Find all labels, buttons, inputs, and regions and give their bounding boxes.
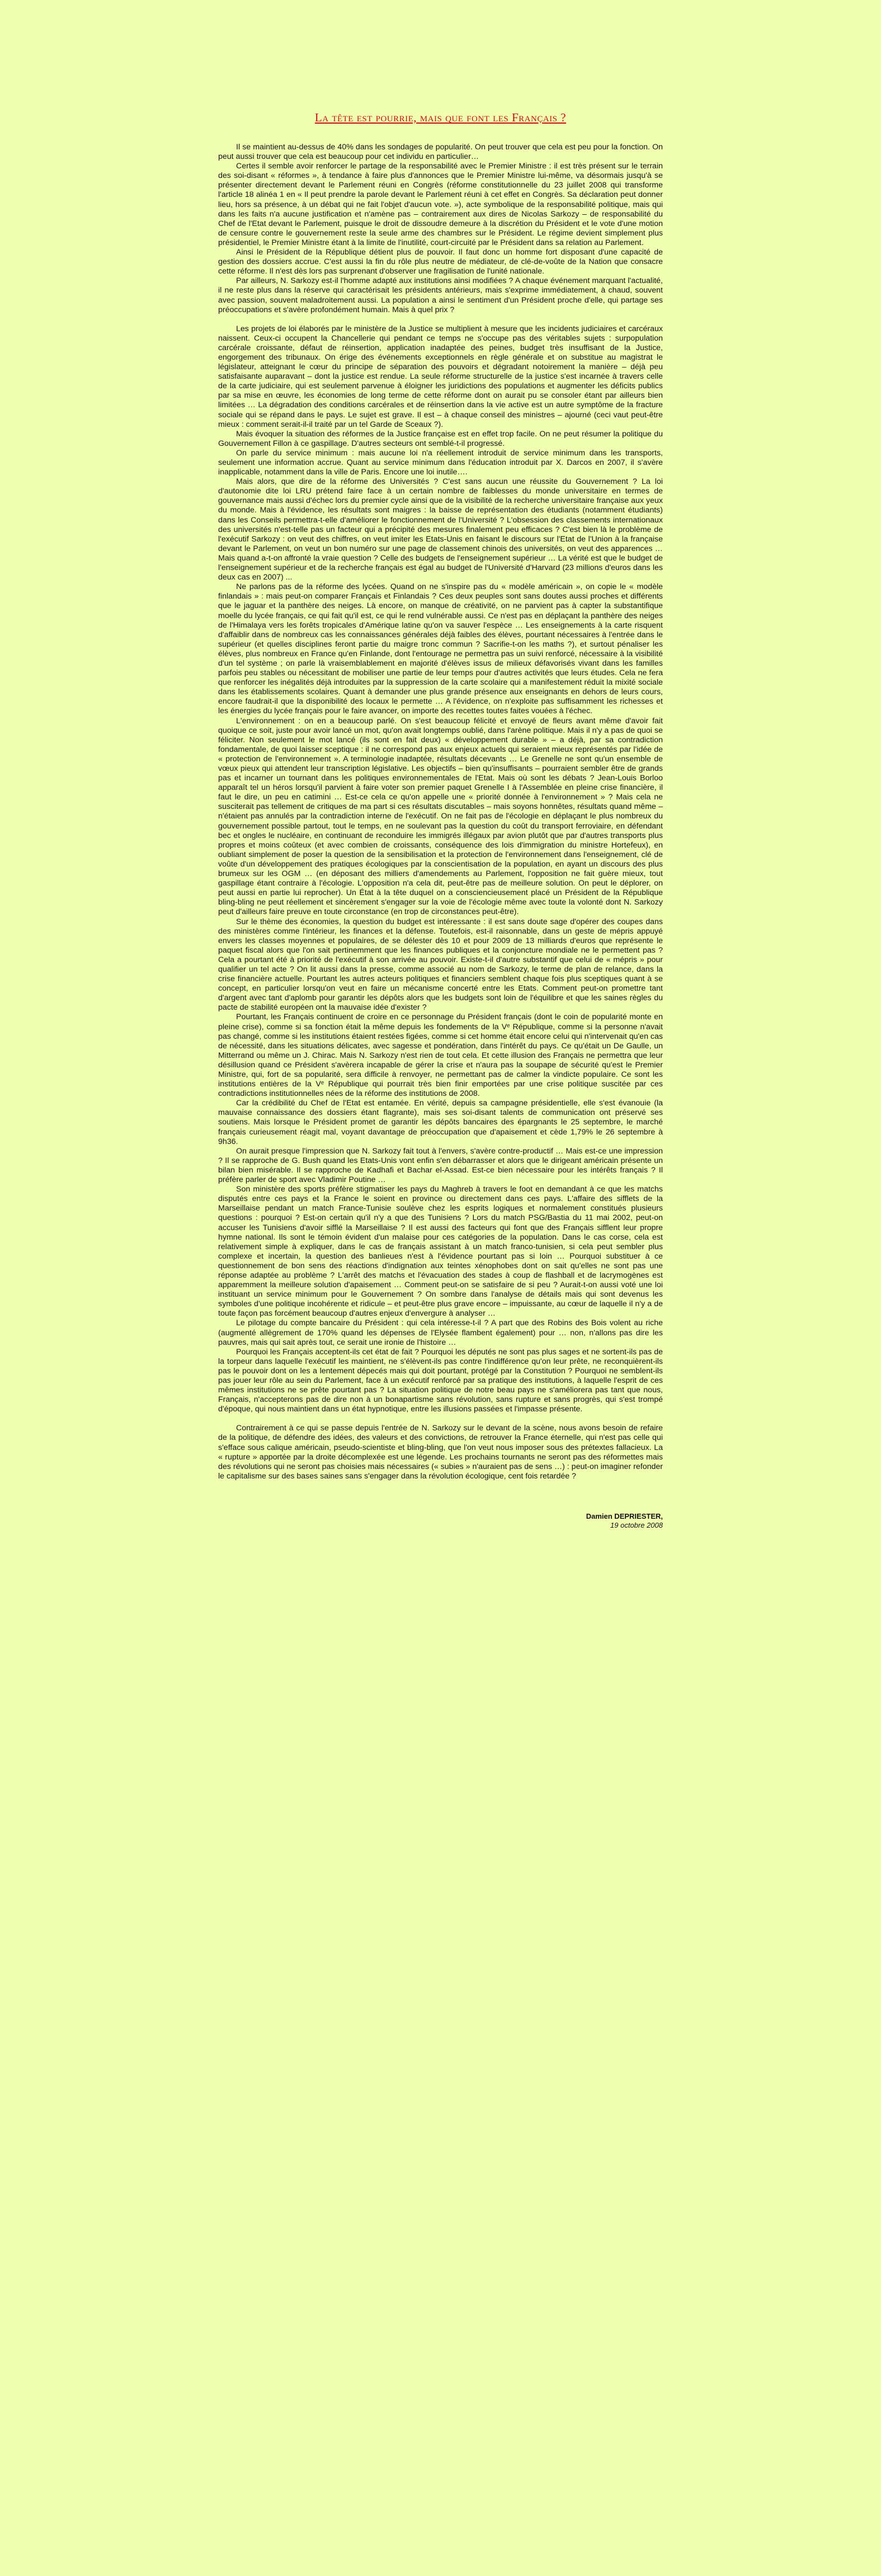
paragraph: Sur le thème des économies, la question du budget est intéressante : il est sans doute sage d'opérer des coupes dans des ministères comme l'intérieur, les finances et la défense. Toutefois, est-il raisonnable, dans un geste de mépris appuyé envers les classes moyennes et populaires, de se délester dès 10 et pour 2009 de 13 milliards d'euros que représente le paquet fiscal alors que l'on sait pertinemment que les finances publiques et la conjoncture mondiale ne le permettent pas ? Cela a pourtant été à priorité de l'exécutif à son arrivée au pouvoir. Existe-t-il d'autre substantif que celui de « mépris » pour qualifier un tel acte ? On lit aussi dans la presse, comme associé au nom de Sarkozy, le terme de plan de relance, dans la crise financière actuelle. Pourtant les autres acteurs politiques et financiers semblent chaque fois plus sceptiques quant à se concept, en particulier lorsqu'on veut en faire un mécanisme concerté entre les Etats. Comment peut-on promettre tant d'argent avec tant d'aplomb pour garantir les dépôts alors que les budgets sont loin de l'équilibre et que les saines règles du pacte de stabilité européen ont la mauvaise idée d'exister ? [218, 917, 663, 1012]
paragraph: Ne parlons pas de la réforme des lycées. Quand on ne s'inspire pas du « modèle américain », on copie le « modèle finlandais » : mais peut-on comparer Français et Finlandais ? Ces deux peuples sont sans doutes aussi proches et différents que le jaguar et la panthère des neiges. Là encore, on manque de créativité, on ne parvient pas à capter la substantifique moelle du lycée français, ce qui fait qu'il est, ce qui le rend vulnérable aussi. Ce n'est pas en déplaçant la panthère des neiges de l'Himalaya vers les forêts tropicales d'Amérique latine qu'on va sauver l'espèce … Les enseignements à la carte risquent d'affaiblir dans de nombreux cas les connaissances générales déjà faibles des élèves, pourtant nécessaires à l'entrée dans le supérieur (et quelles disciplines feront partie du maigre tronc commun ? Sacrifie-t-on les maths ?), et surtout pénaliser les élèves, plus nombreux en France qu'en Finlande, dont l'entourage ne permettra pas un suivi renforcé, nécessaire à la visibilité d'un tel système ; on parle là vraisemblablement en majorité d'élèves issus de milieux défavorisés vivant dans les familles parfois peu stables ou nécessitant de mobiliser une partie de leur temps pour d'autres activités que leurs études. Cela ne fera que renforcer les inégalités déjà introduites par la suppression de la carte scolaire qui a manifestement réduit la mixité sociale dans les établissements scolaires. Quant à demander une plus grande présence aux enseignants en dehors de leurs cours, encore faudrait-il que la disponibilité des locaux le permette … A l'évidence, on n'exploite pas suffisamment les richesses et les énergies du lycée français pour le faire avancer, on importe des recettes toutes faites vouées à l'échec. [218, 582, 663, 716]
paragraph: On aurait presque l'impression que N. Sarkozy fait tout à l'envers, s'avère contre-productif … Mais est-ce une impression ? Il se rapproche de G. Bush quand les Etats-Unis vont enfin s'en débarrasser et alors que le dirigeant américain présente un bilan bien misérable. Il se rapproche de Kadhafi et Bachar el-Assad. Est-ce bien nécessaire pour les intérêts français ? Il préfère parler de sport avec Vladimir Poutine … [218, 1146, 663, 1185]
paragraph: Pourtant, les Français continuent de croire en ce personnage du Président français (dont le coin de popularité monte en pleine crise), comme si sa fonction était la même depuis les fondements de la Vᵉ République, comme si la personne n'avait pas changé, comme si les institutions étaient restées figées, comme si cet homme était encore celui qui n'intervenait qu'en cas de nécessité, dans les situations délicates, avec sagesse et pondération, dans l'intérêt du pays. Ce qu'était un De Gaulle, un Mitterrand ou même un J. Chirac. Mais N. Sarkozy n'est rien de tout cela. Et cette illusion des Français ne permettra que leur désillusion quand ce Président s'avèrera incapable de gérer la crise et n'aura pas la soupape de sécurité qu'est le Premier Ministre, qui, fort de sa popularité, sera difficile à renvoyer, ne permettant pas de calmer la vindicte populaire. Ce sont les institutions entières de la Vᵉ République qui pourrait très bien finir emportées par une crise politique suscitée par ces contradictions institutionnelles nées de la réforme des institutions de 2008. [218, 1012, 663, 1099]
paragraph: Mais alors, que dire de la réforme des Universités ? C'est sans aucun une réussite du Gouvernement ? La loi d'autonomie dite loi LRU prétend faire face à un certain nombre de faiblesses du monde universitaire en termes de gouvernance mais aussi d'échec lors du premier cycle ainsi que de la visibilité de la recherche universitaire française aux yeux du monde. Mais à l'évidence, les résultats sont maigres : la baisse de représentation des étudiants (notamment étudiants) dans les Conseils permettra-t-elle d'améliorer le fonctionnement de l'Université ? L'obsession des classements internationaux des universités n'est-telle pas un facteur qui a précipité des mesures finalement peu efficaces ? C'est bien là le problème de l'exécutif Sarkozy : on veut des chiffres, on veut imiter les Etats-Unis en faisant le discours sur l'Etat de l'Union à la française devant le Parlement, on veut un bon numéro sur une page de classement chinois des universités, on veut des apparences … Mais quand a-t-on affronté la vraie question ? Celle des budgets de l'enseignement supérieur … La vérité est que le budget de l'enseignement supérieur et de la recherche français est égal au budget de l'Université d'Harvard (23 millions d'euros dans les deux cas en 2007) ... [218, 477, 663, 582]
article-body [218, 143, 663, 1481]
paragraph: Certes il semble avoir renforcer le partage de la responsabilité avec le Premier Ministre : il est très présent sur le terrain des soi-disant « réformes », à tendance à faire plus d'annonces que le Premier Ministre lui-même, va désormais jusqu'à se présenter directement devant le Parlement réuni en Congrès (réforme constitutionnelle du 23 juillet 2008 qui transforme l'article 18 alinéa 1 en « Il peut prendre la parole devant le Parlement réuni à cet effet en Congrès. Sa déclaration peut donner lieu, hors sa présence, à un débat qui ne fait l'objet d'aucun vote. »), acte symbolique de la responsabilité politique, mais qui dans les faits n'a aucune justification et n'amène pas – contrairement aux dires de Nicolas Sarkozy – de responsabilité du Chef de l'Etat devant le Parlement, puisque le droit de dissoudre demeure à la discrétion du Président et le vote d'une motion de censure contre le gouvernement reste la seule arme des chambres sur le Président. Le régime devient simplement plus présidentiel, le Premier Ministre étant à la limite de l'inutilité, court-circuité par le Président dans sa relation au Parlement. [218, 162, 663, 247]
paragraph: Pourquoi les Français acceptent-ils cet état de fait ? Pourquoi les députés ne sont pas plus sages et ne sortent-ils pas de la torpeur dans laquelle l'exécutif les maintient, ne s'élèvent-ils pas contre l'indifférence qu'on leur prête, ne reconquièrent-ils pas le pouvoir dont on les a lentement dépecés mais qui doit pourtant, protégé par la Constitution ? Pourquoi ne semblent-ils pas jouer leur rôle au sein du Parlement, face à un exécutif renforcé par sa pratique des institutions, à laquelle l'esprit de ces mêmes institutions ne se prête pourtant pas ? La situation politique de notre beau pays ne s'améliorera pas tant que nous, Français, n'accepterons pas de dire non à un bonapartisme sans révolution, sans rupture et sans progrès, qui s'est trompé d'époque, qui nous maintient dans un état hypnotique, entre les illusions passées et l'impasse présente. [218, 1347, 663, 1414]
article [218, 106, 663, 1530]
paragraph: Par ailleurs, N. Sarkozy est-il l'homme adapté aux institutions ainsi modifiées ? A chaque événement marquant l'actualité, il ne reste plus dans la réserve qui caractérisait les présidents antérieurs, mais s'exprime immédiatement, à chaud, souvent avec passion, souvent maladroitement aussi. La population a ainsi le sentiment d'un Président proche d'elle, qui partage ses préoccupations et s'avère profondément humain. Mais à quel prix ? [218, 276, 663, 314]
paragraph: Contrairement à ce qui se passe depuis l'entrée de N. Sarkozy sur le devant de la scène, nous avons besoin de refaire de la politique, de défendre des idées, des valeurs et des convictions, de retrouver la France éternelle, qui n'est pas celle qui s'efface sous calique américain, pseudo-scientiste et bling-bling, que l'on veut nous imposer sous des prétextes fallacieux. La « rupture » apportée par la droite décomplexée est une légende. Les prochains tournants ne seront pas des réformettes mais des révolutions qui ne seront pas choisies mais nécessaires (« subies » n'auraient pas de sens …) : peut-on imaginer refonder le capitalisme sur des bases saines sans s'engager dans la révolution écologique, cent fois retardée ? [218, 1424, 663, 1481]
paragraph: Son ministère des sports préfère stigmatiser les pays du Maghreb à travers le foot en demandant à ce que les matchs disputés entre ces pays et la France le soient en province ou directement dans ces pays. L'affaire des sifflets de la Marseillaise pendant un match France-Tunisie soulève chez les esprits logiques et normalement constitués plusieurs questions : pourquoi ? Est-on certain qu'il n'y a que des Tunisiens ? Lors du match PSG/Bastia du 11 mai 2002, peut-on accuser les Tunisiens d'avoir sifflé la Marseillaise ? Il est aussi des facteurs qui font que des Français sifflent leur propre hymne national. Ils sont le témoin évident d'un malaise pour ces catégories de la population. Dans le cas corse, cela est relativement simple à expliquer, dans le cas de français assistant à un match franco-tunisien, si cela peut sembler plus complexe et incertain, la question des banlieues n'est à l'évidence pourtant pas si loin … Pourquoi substituer à ce questionnement de bon sens des réactions d'indignation aux teintes xénophobes dont on sait qu'elles ne sont pas une réponse adaptée au problème ? L'arrêt des matchs et l'évacuation des stades à coup de flashball et de lacrymogènes est apparemment la meilleure solution d'apaisement … Comment peut-on se satisfaire de si peu ? Aurait-t-on aussi voté une loi instituant un service minimum pour le Gouvernement ? On sombre dans l'analyse de détails mais qui sont devenus les symboles d'une politique incohérente et ridicule – et peut-être plus grave encore – impuissante, au cœur de laquelle il n'y a de toute façon pas forcément beaucoup d'autres enjeux d'envergure à analyser … [218, 1185, 663, 1318]
signature-date: 19 octobre 2008 [610, 1520, 663, 1529]
article-title: La tête est pourrie, mais que font les Français ? [314, 111, 567, 124]
paragraph: Ainsi le Président de la République détient plus de pouvoir. Il faut donc un homme fort disposant d'une capacité de gestion des dossiers accrue. C'est aussi la fin du rôle plus neutre de médiateur, de clé-de-voûte de la Nation que consacre cette réforme. Il n'est dès lors pas surprenant d'observer une fragilisation de l'unité nationale. [218, 248, 663, 276]
signature-author: Damien DEPRIESTER, [586, 1511, 663, 1520]
paragraph: L'environnement : on en a beaucoup parlé. On s'est beaucoup félicité et envoyé de fleurs avant même d'avoir fait quoique ce soit, juste pour avoir lancé un mot, qu'on avait longtemps oublié, dans l'arène politique. Mais il n'y a pas de quoi se féliciter. Non seulement le mot lancé (ils sont en fait deux) « développement durable » – a déjà, par sa contradiction fondamentale, de quoi laisser sceptique : il ne correspond pas aux enjeux actuels qui seraient mieux représentés par l'idée de « protection de l'environnement ». A terminologie inadaptée, résultats décevants … Le Grenelle ne sont qu'un ensemble de vœux pieux qui attendent leur transcription législative. Les objectifs – bien qu'insuffisants – pourraient sembler être de grands pas et incarner un tournant dans les politiques environnementales de l'Etat. Mais où sont les débats ? Jean-Louis Borloo apparaît tel un héros lorsqu'il parvient à faire voter son premier paquet Grenelle I à l'Assemblée en pleine crise financière, il faut le dire, un peu en catimini … Est-ce cela ce qu'on appelle une « priorité donnée à l'environnement » ? Mais cela ne susciterait pas tellement de critiques de ma part si ces résultats discutables – mais soyons honnêtes, résultats quand même – n'étaient pas annulés par la contradiction interne de l'exécutif. On ne fait pas de l'écologie en déplaçant le plus nombreux du gouvernement possible partout, tout le temps, en ne soulevant pas la question du coût du transport ferroviaire, en défendant bec et ongles le nucléaire, en continuant de reconduire les immigrés illégaux par avion plutôt que par d'autres transports plus propres et moins coûteux (et avec combien de croissants, conséquence des lois d'immigration du ministre Hortefeux), en oubliant simplement de poser la question de la sensibilisation et la protection de l'environnement dans l'enseignement, clé de voûte d'un développement des pratiques écologiques par la conscientisation de la population, en ayant un discours des plus brumeux sur les OGM … (en déposant des milliers d'amendements au Parlement, l'opposition ne fait guère mieux, tout gaspillage étant contraire à l'écologie. L'opposition n'a cela dit, peut-être pas de meilleure solution. On peut le déplorer, on peut aussi en partie lui reprocher). Un État à la tête duquel on a consciencieusement placé un Président de la République bling-bling ne peut réellement et sincèrement s'engager sur la voie de l'écologie même avec toute la volonté dont N. Sarkozy peut d'ailleurs faire preuve en toute circonstance (en trop de circonstances peut-être). [218, 716, 663, 917]
paragraph: Il se maintient au-dessus de 40% dans les sondages de popularité. On peut trouver que cela est peu pour la fonction. On peut aussi trouver que cela est beaucoup pour cet individu en particulier… [218, 143, 663, 162]
paragraph: Car la crédibilité du Chef de l'Etat est entamée. En vérité, depuis sa campagne présidentielle, elle s'est évanouie (la mauvaise connaissance des dossiers étant flagrante), mais ses soi-disant talents de communication ont préservé ses soutiens. Mais lorsque le Président promet de garantir les dépôts bancaires des épargnants le 25 septembre, le marché français curieusement réagit mal, voyant davantage de préoccupation que d'apaisement et cède 1,79% le 26 septembre à 9h36. [218, 1099, 663, 1146]
paragraph: Les projets de loi élaborés par le ministère de la Justice se multiplient à mesure que les incidents judiciaires et carcéraux naissent. Ceux-ci occupent la Chancellerie qui pendant ce temps ne s'occupe pas des véritables sujets : surpopulation carcérale croissante, défaut de réinsertion, application inadaptée des peines, budget très insuffisant de la Justice, engorgement des tribunaux. On érige des événements exceptionnels en règle générale et on substitue au magistrat le législateur, atteignant le cœur du principe de séparation des pouvoirs et dégradant notoirement la manière – déjà peu satisfaisante auparavant – dont la justice est rendue. La seule réforme structurelle de la justice s'est incarnée à travers celle de la carte judiciaire, qui est seulement parvenue à éloigner les juridictions des populations et augmenter les déficits publics par sa mise en œuvre, les économies de long terme de cette réforme dont on aurait pu se consoler étant par ailleurs bien limitées … La dégradation des conditions carcérales et de réinsertion dans la vie active est un autre symptôme de la fracture sociale qui se répand dans le pays. Le sujet est grave. Il est – à chaque conseil des ministres – ajourné (ceci vaut peut-être mieux : comment serait-il-il traité par un tel Garde de Sceaux ?). [218, 324, 663, 429]
signature [218, 1512, 663, 1530]
paragraph: Mais évoquer la situation des réformes de la Justice française est en effet trop facile. On ne peut résumer la politique du Gouvernement Fillon à ce gaspillage. D'autres secteurs ont semblé-t-il progressé. [218, 429, 663, 448]
paragraph: On parle du service minimum : mais aucune loi n'a réellement introduit de service minimum dans les transports, seulement une information accrue. Quant au service minimum dans l'éducation introduit par X. Darcos en 2007, il s'avère inapplicable, notamment dans la ville de Paris. Encore une loi inutile…. [218, 448, 663, 477]
paragraph: Le pilotage du compte bancaire du Président : qui cela intéresse-t-il ? A part que des Robins des Bois volent au riche (augmenté allègrement de 170% quand les dépenses de l'Elysée flambent également) pour … non, n'allons pas dire les pauvres, mais qui sait après tout, ce serait une ironie de l'histoire … [218, 1318, 663, 1347]
